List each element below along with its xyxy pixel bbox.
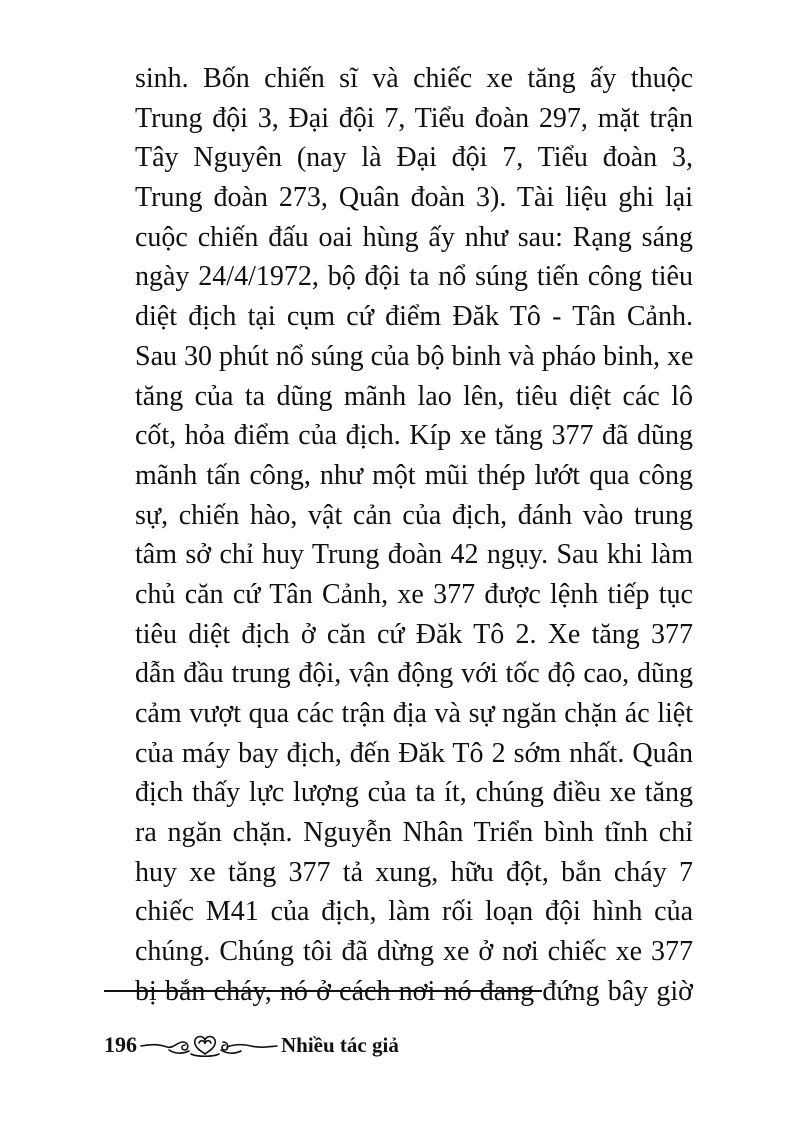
body-line: tăng của ta dũng mãnh lao lên, tiêu diệt các lô xyxy=(135,380,693,412)
body-line: ra ngăn chặn. Nguyễn Nhân Triển bình tĩnh chỉ xyxy=(135,817,693,849)
body-text xyxy=(135,59,693,1012)
body-line: diệt địch tại cụm cứ điểm Đăk Tô - Tân Cảnh. xyxy=(135,301,693,333)
page-number: 196 xyxy=(104,1032,137,1057)
page-footer xyxy=(104,1027,399,1063)
body-line: Trung đoàn 273, Quân đoàn 3). Tài liệu ghi lại xyxy=(135,182,693,214)
body-line: cuộc chiến đấu oai hùng ấy như sau: Rạng sáng xyxy=(135,221,693,253)
running-title: Nhiều tác giả xyxy=(281,1032,399,1057)
body-line: tiêu diệt địch ở căn cứ Đăk Tô 2. Xe tăng 377 xyxy=(135,618,693,650)
body-line: địch thấy lực lượng của ta ít, chúng điều xe tăng xyxy=(135,777,693,809)
body-line: chiếc M41 của địch, làm rối loạn đội hình của xyxy=(135,896,693,928)
body-line: chúng. Chúng tôi đã dừng xe ở nơi chiếc xe 377 xyxy=(135,936,693,968)
body-line: dẫn đầu trung đội, vận động với tốc độ cao, dũng xyxy=(135,658,693,690)
body-line: ngày 24/4/1972, bộ đội ta nổ súng tiến công tiêu xyxy=(135,261,693,293)
body-line: cốt, hỏa điểm của địch. Kíp xe tăng 377 đã dũng xyxy=(135,420,693,452)
body-line: cảm vượt qua các trận địa và sự ngăn chặn ác liệt xyxy=(135,698,693,729)
body-line: bị bắn cháy, nó ở cách nơi nó đang đứng bây giờ xyxy=(135,975,693,1007)
body-line: chủ căn cứ Tân Cảnh, xe 377 được lệnh tiếp tục xyxy=(135,578,693,610)
body-line: sinh. Bốn chiến sĩ và chiếc xe tăng ấy thuộc xyxy=(135,63,693,94)
body-line: huy xe tăng 377 tả xung, hữu đột, bắn cháy 7 xyxy=(135,856,693,888)
footer-divider xyxy=(104,990,542,992)
body-line: sự, chiến hào, vật cản của địch, đánh vào trung xyxy=(135,499,693,531)
body-line: mãnh tấn công, như một mũi thép lướt qua công xyxy=(135,459,693,491)
body-line: Tây Nguyên (nay là Đại đội 7, Tiểu đoàn 3, xyxy=(135,142,693,174)
body-line: Sau 30 phút nổ súng của bộ binh và pháo binh, xe xyxy=(135,340,694,372)
body-line: của máy bay địch, đến Đăk Tô 2 sớm nhất. Quân xyxy=(135,737,693,769)
body-line: Trung đội 3, Đại đội 7, Tiểu đoàn 297, mặt trận xyxy=(135,102,693,134)
body-line: tâm sở chỉ huy Trung đoàn 42 ngụy. Sau khi làm xyxy=(135,539,693,571)
decorative-scroll-ornament-icon xyxy=(139,1030,279,1060)
